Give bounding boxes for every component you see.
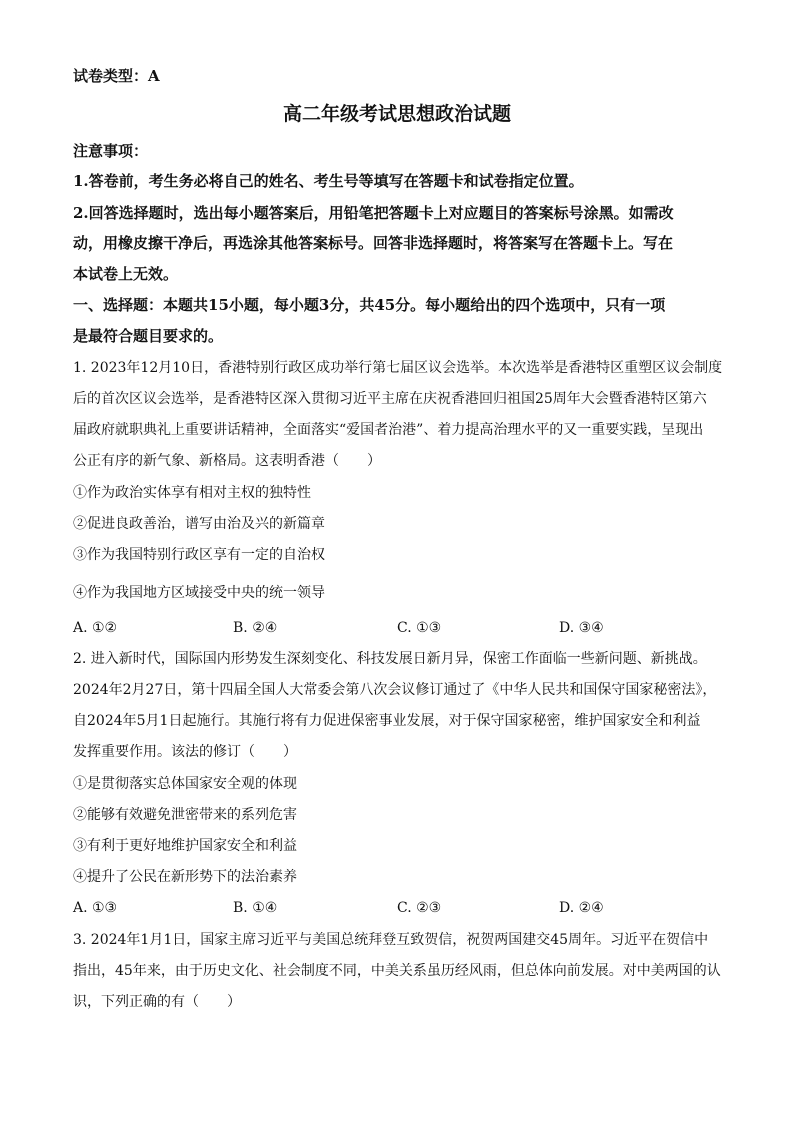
q1-stem-line-3: 届政府就职典礼上重要讲话精神，全面落实“爱国者治港”、着力提高治理水平的又一重要实践，呈现出: [73, 422, 704, 438]
q2-option-d[interactable]: D. ②④: [559, 900, 604, 916]
q2-stem-line-4: 发挥重要作用。该法的修订（ ）: [73, 744, 297, 760]
q1-statement-2: ②促进良政善治，谱写由治及兴的新篇章: [73, 516, 325, 532]
page-title: 高二年级考试思想政治试题: [282, 103, 511, 125]
q1-stem-line-1: 1. 2023年12月10日，香港特别行政区成功举行第七届区议会选举。本次选举是香港特区重塑区议会制度: [73, 360, 723, 376]
q2-stem-line-1: 2. 进入新时代，国际国内形势发生深刻变化、科技发展日新月异，保密工作面临一些新问题、新挑战。: [73, 651, 707, 667]
q2-option-b[interactable]: B. ①④: [233, 900, 278, 916]
q1-statement-3: ③作为我国特别行政区享有一定的自治权: [73, 547, 325, 563]
q1-option-d[interactable]: D. ③④: [559, 620, 604, 636]
q1-option-a[interactable]: A. ①②: [73, 620, 118, 636]
q1-option-c[interactable]: C. ①③: [397, 620, 442, 636]
q2-statement-2: ②能够有效避免泄密带来的系列危害: [73, 807, 297, 823]
q2-option-a[interactable]: A. ①③: [73, 900, 118, 916]
notice-item-2-line-2: 动，用橡皮擦干净后，再选涂其他答案标号。回答非选择题时，将答案写在答题卡上。写在: [73, 234, 674, 252]
q1-stem-line-4: 公正有序的新气象、新格局。这表明香港（ ）: [73, 453, 381, 469]
section-heading-line-2: 是最符合题目要求的。: [73, 327, 224, 345]
section-heading-line-1: 一、选择题：本题共15小题，每小题3分，共45分。每小题给出的四个选项中，只有一项: [73, 296, 666, 314]
q3-stem-line-1: 3. 2024年1月1日，国家主席习近平与美国总统拜登互致贺信，祝贺两国建交45周年。习近平在贺信中: [73, 932, 709, 948]
q1-stem-line-2: 后的首次区议会选举，是香港特区深入贯彻习近平主席在庆祝香港回归祖国25周年大会暨香港特区第六: [73, 391, 707, 407]
notice-item-2-line-1: 2.回答选择题时，选出每小题答案后，用铅笔把答题卡上对应题目的答案标号涂黑。如需改: [73, 204, 674, 222]
q2-statement-4: ④提升了公民在新形势下的法治素养: [73, 869, 297, 885]
q2-stem-line-3: 自2024年5月1日起施行。其施行将有力促进保密事业发展，对于保守国家秘密，维护国家安全和利益: [73, 713, 701, 729]
q3-stem-line-3: 识，下列正确的有（ ）: [73, 994, 241, 1010]
notice-item-1: 1.答卷前，考生务必将自己的姓名、考生号等填写在答题卡和试卷指定位置。: [73, 172, 584, 190]
q2-stem-line-2: 2024年2月27日，第十四届全国人大常委会第八次会议修订通过了《中华人民共和国保守国家秘密法》，: [73, 682, 717, 698]
q3-stem-line-2: 指出，45年来，由于历史文化、社会制度不同，中美关系虽历经风雨，但总体向前发展。对中美两国的认: [73, 963, 721, 979]
notice-heading: 注意事项：: [73, 142, 149, 160]
notice-item-2-line-3: 本试卷上无效。: [73, 265, 179, 283]
q1-option-b[interactable]: B. ②④: [233, 620, 278, 636]
q2-statement-3: ③有利于更好地维护国家安全和利益: [73, 838, 297, 854]
q2-option-c[interactable]: C. ②③: [397, 900, 442, 916]
q2-statement-1: ①是贯彻落实总体国家安全观的体现: [73, 776, 297, 792]
q1-statement-1: ①作为政治实体享有相对主权的独特性: [73, 485, 311, 501]
paper-type: 试卷类型：A: [73, 67, 160, 85]
q1-statement-4: ④作为我国地方区域接受中央的统一领导: [73, 585, 325, 601]
